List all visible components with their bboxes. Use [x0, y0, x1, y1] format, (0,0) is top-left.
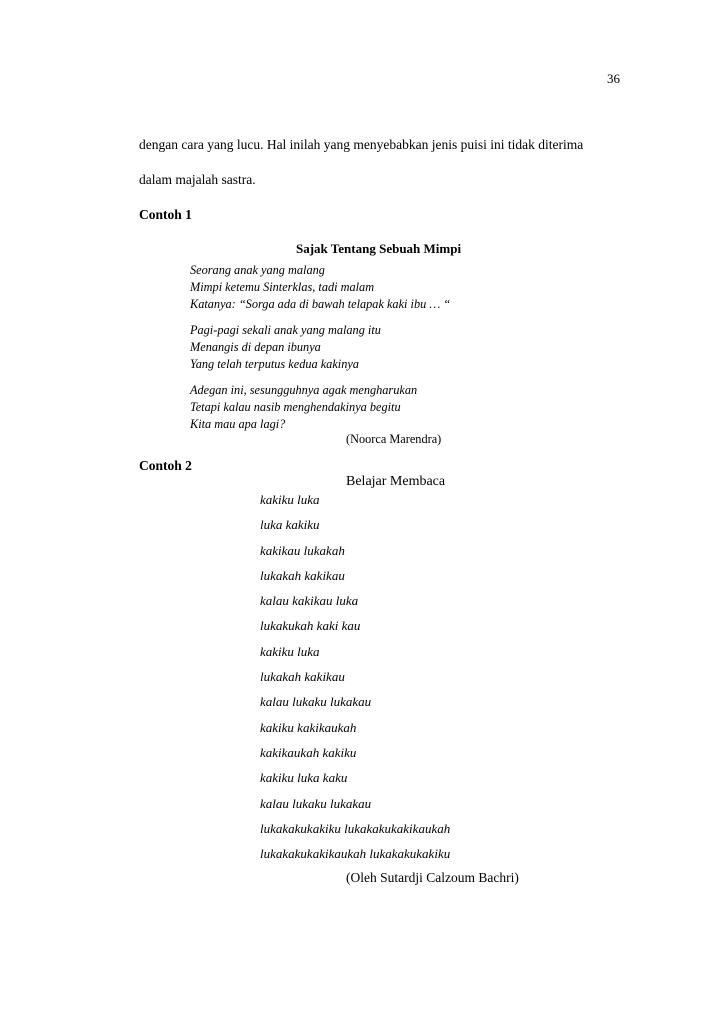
poem-1-line: Katanya: “Sorga ada di bawah telapak kaki ibu … “ [190, 297, 451, 311]
paragraph-line-2: dalam majalah sastra. [139, 172, 256, 187]
poem-2-line: lukakah kakikau [260, 669, 345, 685]
poem-2-line: lukakukah kaki kau [260, 618, 361, 634]
poem-1-line: Menangis di depan ibunya [190, 340, 321, 354]
paragraph-line-1: dengan cara yang lucu. Hal inilah yang menyebabkan jenis puisi ini tidak diterima [139, 137, 584, 152]
poem-1-line: Seorang anak yang malang [190, 263, 325, 277]
poem-1-stanza-2 [190, 322, 381, 373]
poem-2-line: lukakakukakikaukah lukakakukakiku [260, 846, 451, 862]
poem-2-line: kalau lukaku lukakau [260, 694, 372, 710]
poem-1-stanza-1 [190, 262, 450, 313]
poem-2-line: kalau kakikau luka [260, 593, 359, 609]
poem-2-line: kakiku kakikaukah [260, 719, 357, 735]
poem-2-line: lukakah kakikau [260, 567, 345, 583]
poem-1-author: (Noorca Marendra) [346, 432, 442, 446]
poem-1-line: Yang telah terputus kedua kakinya [190, 357, 359, 371]
poem-2-author: (Oleh Sutardji Calzoum Bachri) [346, 870, 519, 885]
poem-1-line: Pagi-pagi sekali anak yang malang itu [190, 323, 381, 337]
poem-2-line: kakiku luka [260, 643, 320, 659]
poem-1-line: Mimpi ketemu Sinterklas, tadi malam [190, 280, 375, 294]
poem-2-line: luka kakiku [260, 517, 320, 533]
poem-1-title: Sajak Tentang Sebuah Mimpi [296, 241, 462, 256]
poem-1-stanza-3 [190, 382, 417, 433]
example-2-heading: Contoh 2 [139, 458, 192, 473]
poem-2-line: kakikaukah kakiku [260, 744, 357, 760]
poem-2-line: kakiku luka [260, 492, 320, 507]
poem-2-title: Belajar Membaca [346, 474, 446, 489]
poem-2-line: kalau lukaku lukakau [260, 795, 372, 811]
poem-2-line: kakikau lukakah [260, 542, 345, 558]
poem-2-line: kakiku luka kaku [260, 770, 348, 786]
poem-1-line: Kita mau apa lagi? [190, 417, 286, 431]
poem-1-line: Tetapi kalau nasib menghendakinya begitu [190, 400, 401, 414]
poem-2-line: lukakakukakiku lukakakukakikaukah [260, 820, 451, 836]
poem-2-body [260, 490, 450, 869]
example-1-heading: Contoh 1 [139, 207, 192, 222]
page-number: 36 [607, 71, 620, 86]
poem-1-line: Adegan ini, sesungguhnya agak mengharukan [190, 383, 418, 397]
